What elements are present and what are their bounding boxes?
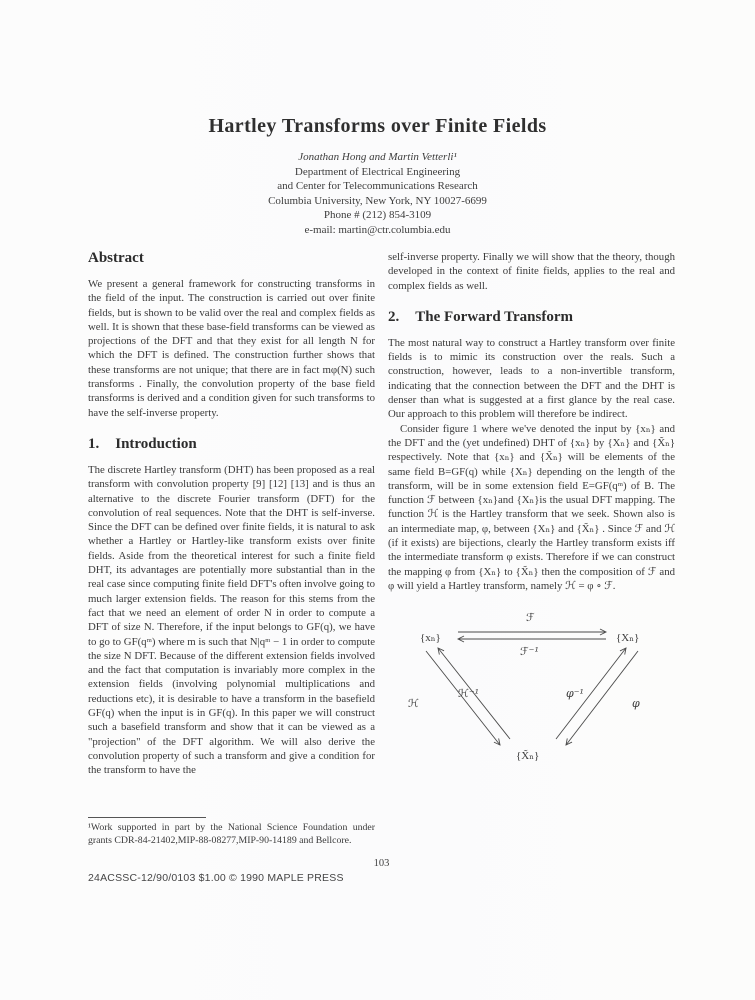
abstract-text: We present a general framework for constructing transforms in the field of the input. The construction is carried out over finite fields, but is shown to be valid over the real and complex fields as well. It is shown that these base-field transforms can be viewed as projections of the DFT and that they exist for all length N for which the DFT is defined. The construction further shows that these transforms are not unique; that there are in fact mφ(N) such transforms . Finally, the convolution property of the base field transforms is derived and a condition given for such transforms to have the self-inverse property. [88, 278, 375, 419]
author-center: and Center for Telecommunications Research [277, 180, 478, 192]
label-phi-icon: φ [632, 697, 640, 711]
author-block [0, 150, 755, 237]
label-h-inverse-icon: ℋ⁻¹ [458, 687, 480, 701]
abstract-heading: Abstract [88, 250, 144, 266]
node-dft-sequence: {Xₙ} [616, 632, 640, 645]
author-department: Department of Electrical Engineering [294, 165, 461, 178]
label-phi-inverse-icon: φ⁻¹ [566, 687, 584, 701]
intro-continuation: self-inverse property. Finally we will show that the theory, though developed in the context of finite fields, applies to the real and complex fields as well. [388, 251, 675, 292]
author-university: Columbia University, New York, NY 10027-6699 [268, 194, 487, 207]
two-column-body [88, 250, 675, 848]
paper-title: Hartley Transforms over Finite Fields [208, 115, 547, 137]
node-input-sequence: {xₙ} [420, 632, 441, 645]
left-column [88, 250, 375, 848]
label-h-icon: ℋ [408, 697, 419, 711]
section-1-heading [88, 436, 375, 453]
footnote-rule [88, 817, 206, 818]
author-names: Jonathan Hong and Martin Vetterli¹ [298, 151, 457, 163]
author-phone: Phone # (212) 854-3109 [323, 209, 432, 221]
section-1-title: Introduction [115, 435, 197, 452]
section-2-heading [388, 309, 675, 326]
footnote-text: ¹Work supported in part by the National Science Foundation under grants CDR-84-21402,MIP-88-08277,MIP-90-14189 and Bellcore. [88, 822, 375, 847]
section-1-number: 1. [88, 435, 100, 452]
section-2-title: The Forward Transform [415, 308, 574, 325]
section-2-number: 2. [388, 308, 400, 325]
forward-paragraph-1: The most natural way to construct a Hartley transform over finite fields is to mimic its construction over the reals. Such a construction, however, leads to a non-invertible transform, indicating that the connection between the DFT and the DHT is denser than what is suggested at a first glance by the real case. Our approach to this problem will therefore be indirect. [388, 336, 675, 421]
copyright-line: 24ACSSC-12/90/0103 $1.00 © 1990 MAPLE PRESS [88, 872, 344, 884]
label-f-icon: ℱ [526, 611, 535, 625]
forward-paragraph-2: Consider figure 1 where we've denoted the input by {xₙ} and the DFT and the (yet undefined) DHT of {xₙ} by {Xₙ} and {X̃ₙ} respectively. Note that {xₙ} and {X̃ₙ} will be elements of the same field B=GF(q) while {Xₙ} depending on the length of the transform, will be in some extension field E=GF(qᵐ) of B. The function ℱ between {xₙ}and {Xₙ}is the usual DFT mapping. The function ℋ is the Hartley transform that we seek. Shown also is an intermediate map, φ, between {Xₙ} and {X̃ₙ} . Since ℱ and ℋ (if it exists) are bijections, clearly the Hartley transform exists iff the intermediate transform φ exists. Therefore if we can construct the mapping φ from {Xₙ} to {X̃ₙ} then the composition of ℱ and φ will yield a Hartley transform, namely ℋ = φ ∘ ℱ. [388, 422, 675, 592]
triangle-diagram-svg [388, 607, 675, 772]
author-email: e-mail: martin@ctr.columbia.edu [304, 223, 451, 236]
figure-1-commutative-diagram [388, 607, 675, 777]
intro-paragraph: The discrete Hartley transform (DHT) has been proposed as a real transform with convolution property [9] [12] [13] and is thus an alternative to the discrete Fourier transform (DFT) for the convolution of real sequences. Note that the DHT is self-inverse. Since the DFT can be defined over finite fields, it is natural to ask whether a Hartley or Hartley-like transform exists over finite fields. Aside from the theoretical interest for such a finite field DHT, its advantages are potentially more substantial than in the real case since computing finite field DFT's often involve going to much larger extension fields. The reason for this stems from the fact that we need an element of order N in order to compute a DFT of size N. Therefore, if the input belongs to GF(q), we have to go to GF(qᵐ) where m is such that N|qᵐ − 1 in order to compute the size N DFT. Because of the different extension fields involved and the fact that computation is invariably more complex in the extension fields (involving polynomial multiplications and reductions etc), it is desirable to have a transform in the basefield GF(q) when the input is in GF(q). In this paper we will construct such a basefield transform and show that it can be viewed as a "projection" of the DFT algorithm. We will also derive the convolution property of such a transform and give a condition for the transform to have the [88, 463, 375, 777]
footnote-block [88, 817, 375, 848]
label-f-inverse-icon: ℱ⁻¹ [520, 645, 539, 659]
right-column [388, 250, 675, 848]
page-number: 103 [373, 858, 390, 869]
node-dht-sequence: {X̃ₙ} [516, 750, 540, 763]
